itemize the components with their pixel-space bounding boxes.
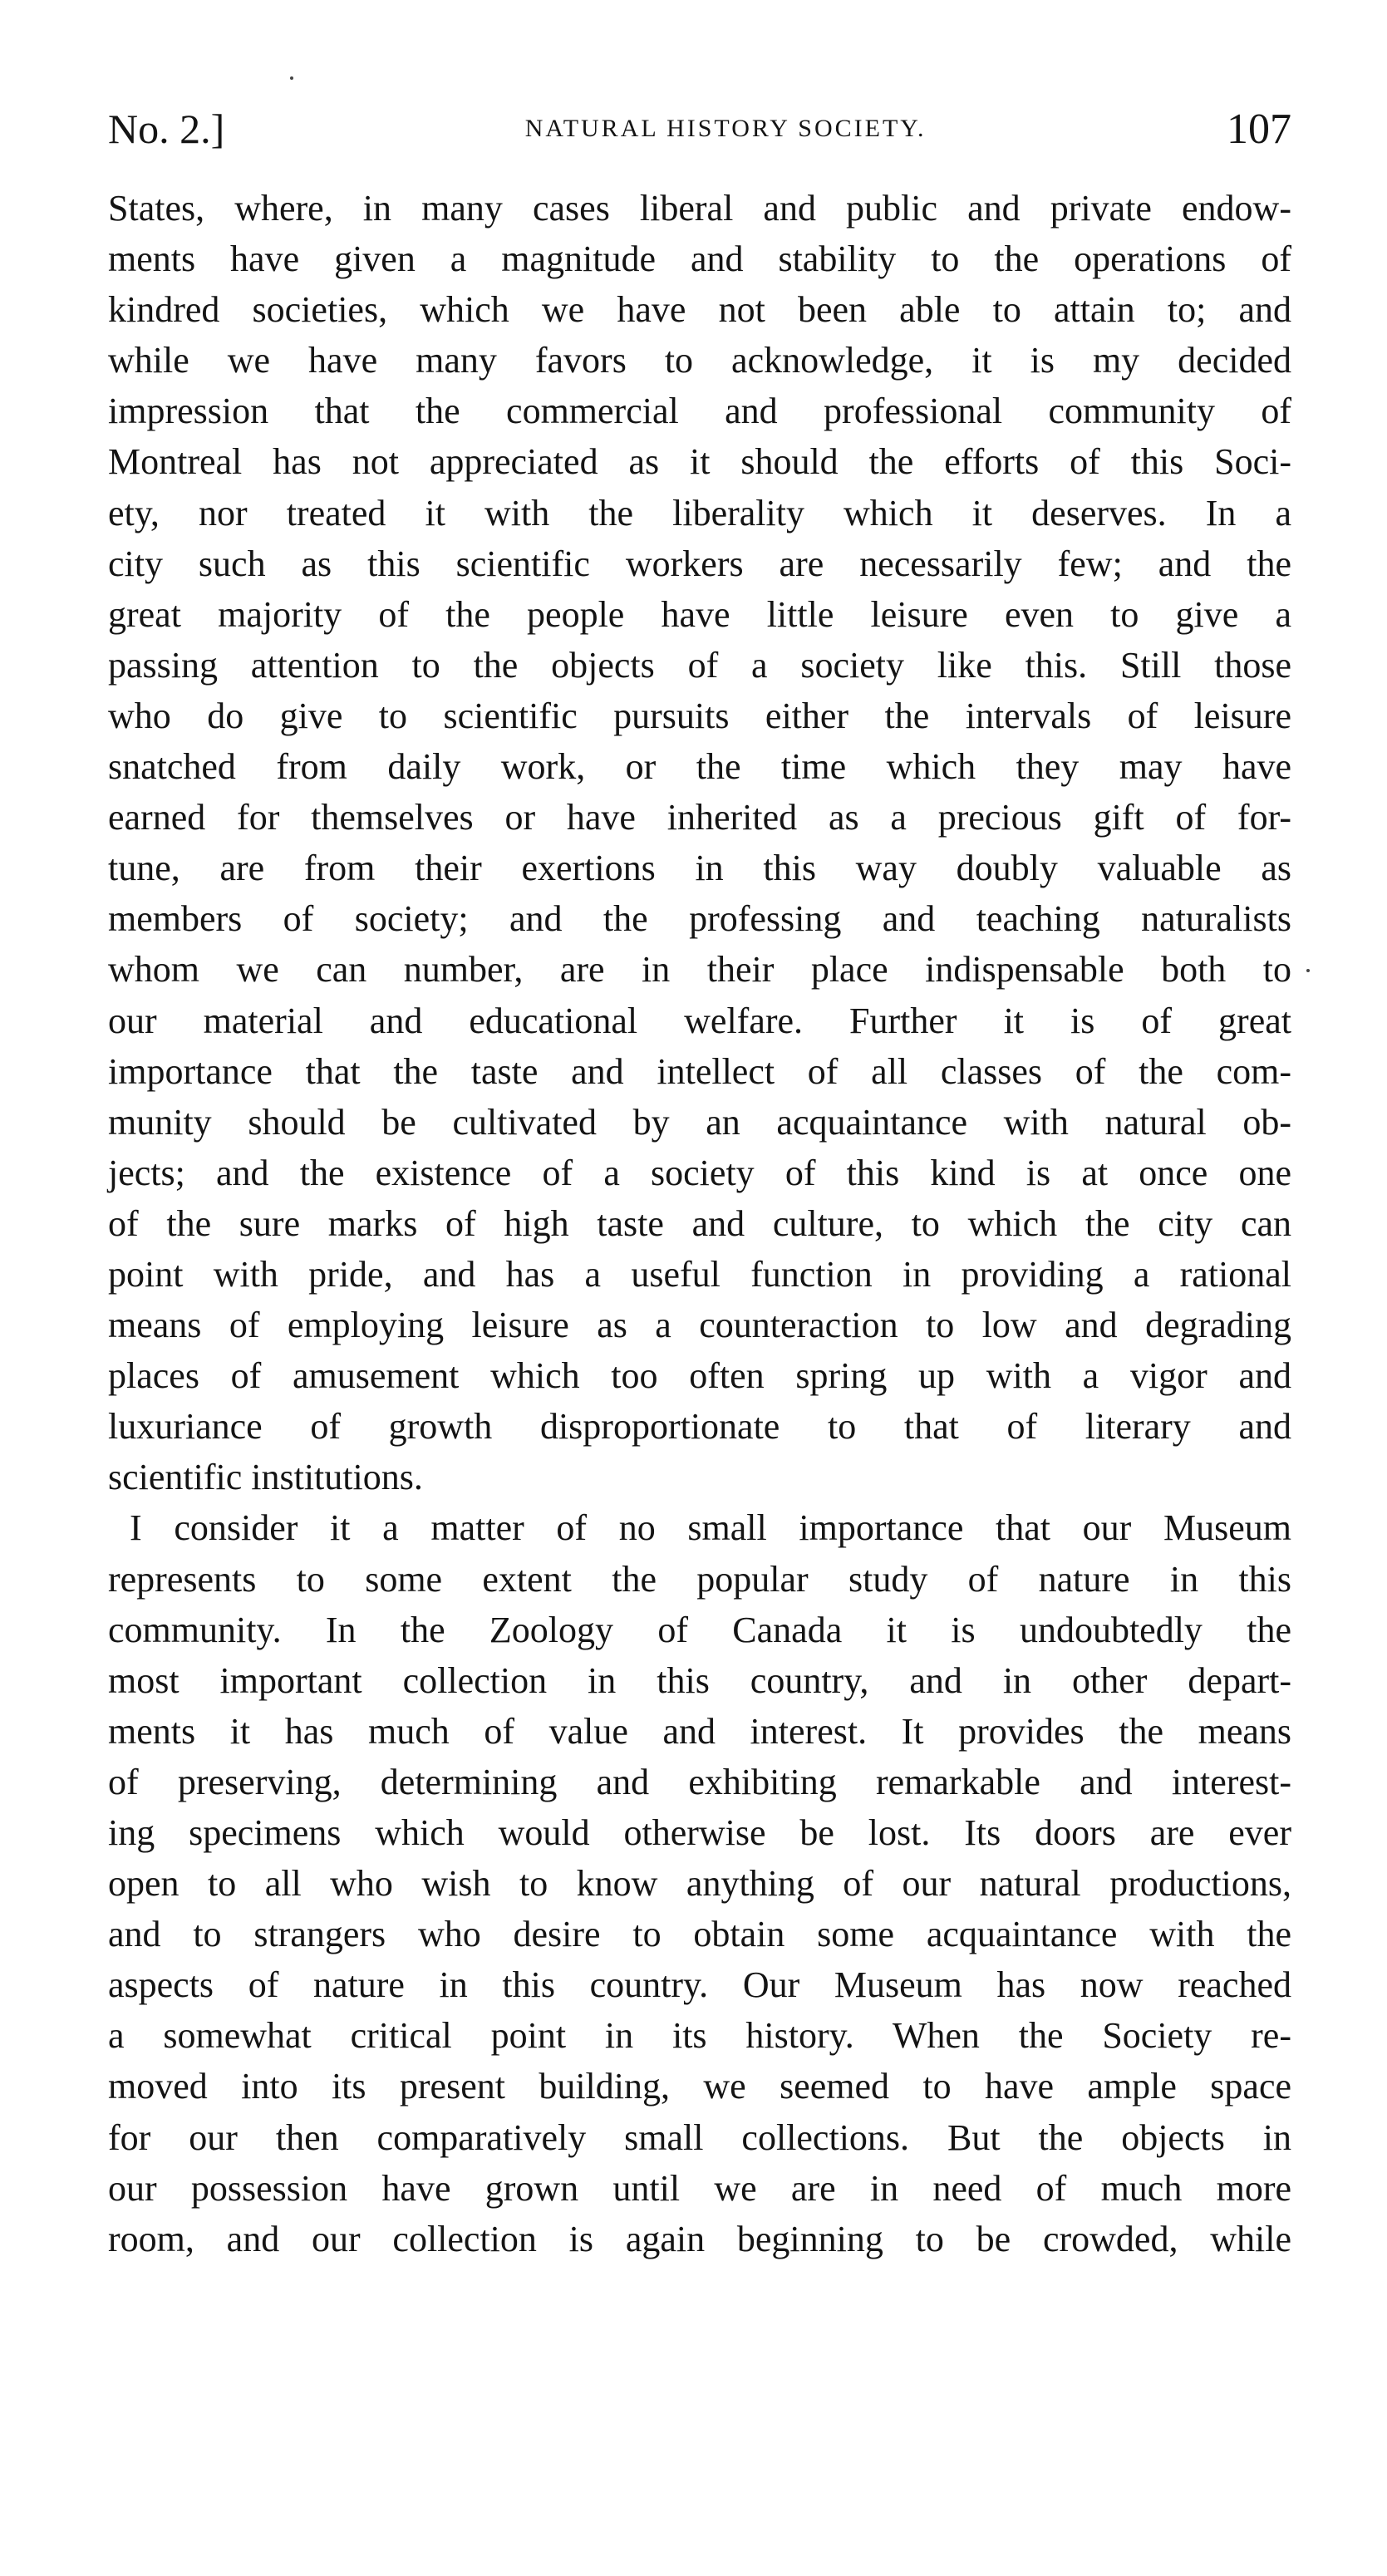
paragraph-2 [108,1502,1291,2264]
text-line: room, and our collection is again beginning to be crowded, while [108,2218,1291,2259]
text-line: represents to some extent the popular study of nature in this [108,1558,1291,1600]
text-line: means of employing leisure as a counteraction to low and degrading [108,1305,1291,1346]
text-line: open to all who wish to know anything of our natural productions, [108,1863,1291,1905]
text-line: ing specimens which would otherwise be lost. Its doors are ever [108,1812,1291,1853]
body-text [108,183,1291,2264]
text-line: kindred societies, which we have not been able to attain to; and [108,289,1291,331]
text-line: who do give to scientific pursuits either the intervals of leisure [108,695,1291,736]
page-number: 107 [1226,105,1291,153]
text-line: aspects of nature in this country. Our Museum has now reached [108,1964,1291,2006]
text-line: members of society; and the professing and teaching naturalists [108,898,1291,940]
text-line: most important collection in this country, and in other depart- [108,1659,1291,1701]
text-line: States, where, in many cases liberal and public and private endow- [108,188,1291,229]
text-line: moved into its present building, we seemed to have ample space [108,2066,1291,2107]
paragraph-1 [108,183,1291,1502]
text-line: of the sure marks of high taste and culture, to which the city can [108,1202,1291,1244]
text-line: luxuriance of growth disproportionate to that of literary and [108,1406,1291,1448]
text-line: impression that the commercial and professional community of [108,391,1291,432]
journal-title: NATURAL HISTORY SOCIETY. [524,115,927,142]
text-line: of preserving, determining and exhibiting remarkable and interest- [108,1761,1291,1802]
text-line: munity should be cultivated by an acquaintance with natural ob- [108,1101,1291,1143]
text-line: and to strangers who desire to obtain some acquaintance with the [108,1914,1291,1955]
ink-speck [1306,969,1310,972]
text-line: ments have given a magnitude and stability to the operations of [108,238,1291,280]
text-line: importance that the taste and intellect of all classes of the com- [108,1050,1291,1092]
text-line: a somewhat critical point in its history. When the Society re- [108,2015,1291,2057]
text-line: ety, nor treated it with the liberality which it deserves. In a [108,492,1291,533]
text-line: while we have many favors to acknowledge, it is my decided [108,340,1291,381]
text-line: tune, are from their exertions in this way doubly valuable as [108,848,1291,889]
issue-number: No. 2.] [108,106,225,152]
text-line: community. In the Zoology of Canada it is undoubtedly the [108,1609,1291,1650]
text-line: passing attention to the objects of a society like this. Still those [108,644,1291,686]
text-line: city such as this scientific workers are necessarily few; and the [108,543,1291,584]
text-line: our material and educational welfare. Further it is of great [108,1000,1291,1041]
text-line: our possession have grown until we are in need of much more [108,2167,1291,2209]
text-line: I consider it a matter of no small importance that our Museum [130,1507,1291,1549]
text-line: great majority of the people have little leisure even to give a [108,593,1291,635]
text-line: scientific institutions. [108,1457,423,1498]
text-line: snatched from daily work, or the time which they may have [108,746,1291,788]
ink-speck [290,76,293,80]
text-line: for our then comparatively small collections. But the objects in [108,2116,1291,2158]
text-line: ments it has much of value and interest. It provides the means [108,1710,1291,1752]
text-line: places of amusement which too often spring up with a vigor and [108,1355,1291,1397]
text-line: point with pride, and has a useful function in providing a rational [108,1253,1291,1295]
running-head [108,100,1291,158]
text-line: whom we can number, are in their place indispensable both to [108,949,1291,991]
text-line: jects; and the existence of a society of this kind is at once one [108,1152,1291,1193]
text-line: Montreal has not appreciated as it should the efforts of this Soci- [108,441,1291,483]
text-line: earned for themselves or have inherited as a precious gift of for- [108,797,1291,838]
